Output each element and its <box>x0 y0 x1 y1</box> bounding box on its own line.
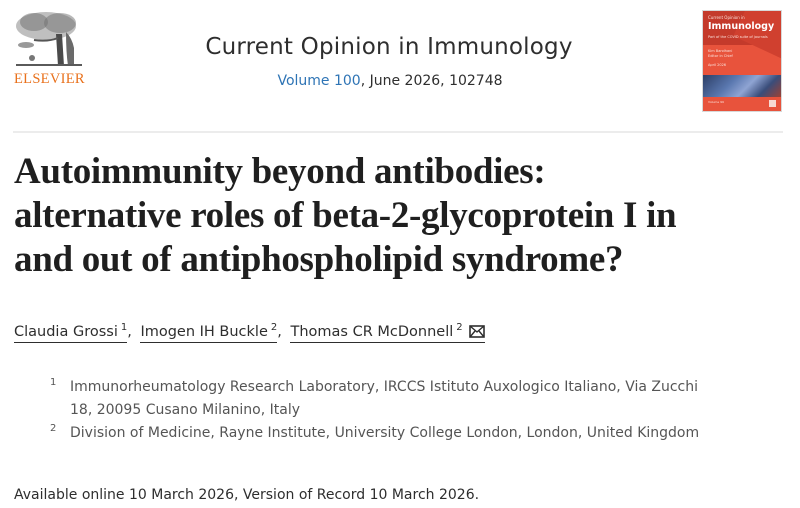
cover-series: Current Opinion in <box>708 15 745 20</box>
journal-title[interactable]: Current Opinion in Immunology <box>205 34 573 60</box>
author-link[interactable]: Claudia Grossi $^1$ <box>14 324 127 343</box>
availability-dates: Available online 10 March 2026, Version of Record 10 March 2026. <box>14 487 480 503</box>
envelope-icon[interactable] <box>469 325 485 338</box>
author-link[interactable]: Imogen IH Buckle $^2$ <box>140 324 277 343</box>
affiliation-item: 1 Immunorheumatology Research Laboratory, IRCCS Istituto Auxologico Italiano, Via Zucchi 18, 20095 Cusano Milanino, Italy <box>50 377 698 418</box>
elsevier-wordmark: ELSEVIER <box>14 71 85 87</box>
author-link[interactable]: Thomas CR McDonnell $^2$ <box>290 324 485 343</box>
affiliation-item: 2 Division of Medicine, Rayne Institute, University College London, London, United Kingdom <box>50 423 700 441</box>
cover-editor: Kim Bandhani Editor in Chief April 2026 <box>708 49 733 67</box>
cover-subtitle: Part of the COVID suite of journals <box>708 35 768 39</box>
journal-issue-info <box>0 73 800 89</box>
cover-volume: Volume 99 <box>708 100 724 104</box>
article-title: Autoimmunity beyond antibodies: alternative roles of beta-2-glycoprotein I in and out of antiphospholipid syndrome? <box>14 151 677 280</box>
cover-micrograph <box>703 75 782 97</box>
header-divider <box>13 131 783 133</box>
author-list: Claudia Grossi $^1$, Imogen IH Buckle $^2$, Thomas CR McDonnell $^2$ <box>14 322 485 340</box>
journal-cover-image[interactable] <box>702 10 782 112</box>
volume-link[interactable]: Volume 100 <box>277 73 361 89</box>
affiliation-list <box>50 376 790 445</box>
cover-title: Immunology <box>708 21 775 32</box>
issue-details: , June 2026, 102748 <box>360 73 503 89</box>
cover-elsevier-icon <box>769 100 776 107</box>
